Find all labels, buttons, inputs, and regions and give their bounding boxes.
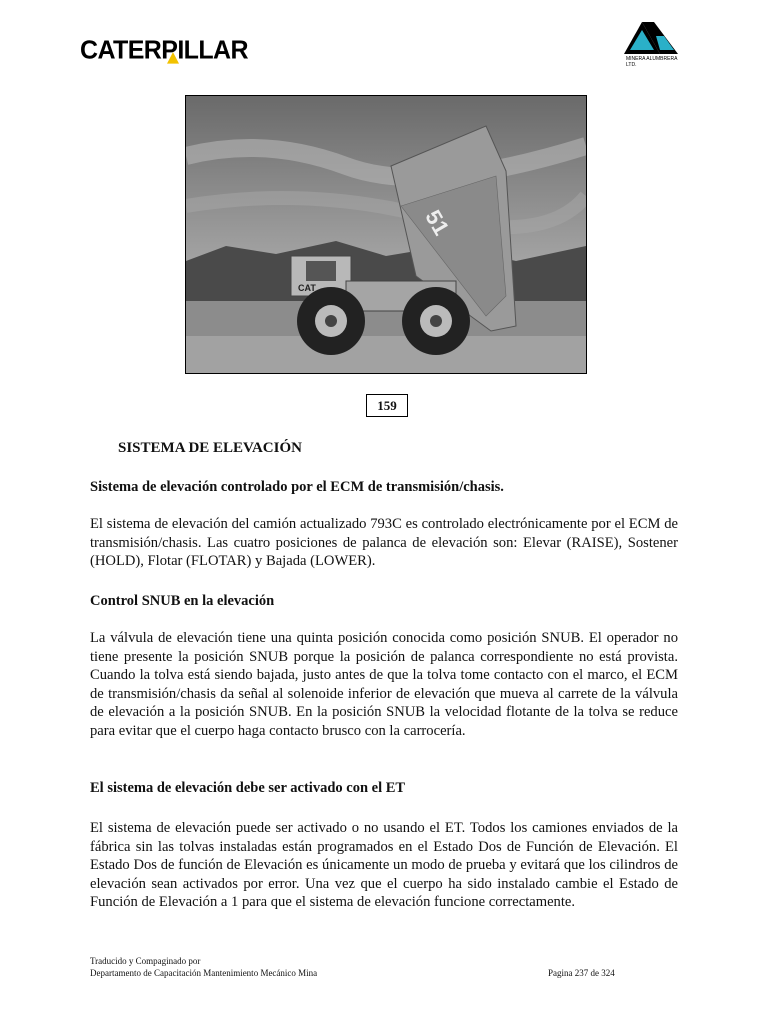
truck-number-label: 51 xyxy=(420,205,455,240)
footer-credit-line2: Departamento de Capacitación Mantenimiento Mecánico Mina xyxy=(90,968,318,978)
haul-truck-photo xyxy=(185,95,587,374)
paragraph-et: El sistema de elevación puede ser activado o no usando el ET. Todos los camiones enviados de la fábrica sin las tolvas instaladas están programados en el Estado Dos de Función de Elevación. El Estado Dos de función de Elevación es únicamente un modo de prueba y evitará que los cilindros de elevación sean activados por error. Una vez que el cuerpo ha sido instalado cambie el Estado de Función de Elevación a 1 para que el sistema de elevación funcione correctamente. xyxy=(90,820,678,911)
subtitle-snub: Control SNUB en la elevación xyxy=(90,593,275,609)
truck-brand-label: CAT xyxy=(298,283,316,293)
paragraph-snub: La válvula de elevación tiene una quinta posición conocida como posición SNUB. El operador no tiene presente la posición SNUB porque la posición de palanca correspondiente no está provista. Cuando la tolva está siendo bajada, justo antes de que la tolva tome contacto con el marco, el ECM de transmisión/chasis da señal al solenoide inferior de elevación que mueva al carrete de la válvula de elevación a la posición SNUB. En la posición SNUB la velocidad flotante de la tolva se reduce para evitar que el cuerpo haga contacto brusco con la carrocería. xyxy=(90,630,678,739)
subtitle-ecm: Sistema de elevación controlado por el ECM de transmisión/chasis. xyxy=(90,479,504,495)
section-title: SISTEMA DE ELEVACIÓN xyxy=(118,440,302,456)
caterpillar-triangle-icon xyxy=(167,52,179,64)
caterpillar-logo: CATERPILLAR xyxy=(80,35,248,65)
footer-credit-line1: Traducido y Compaginado por xyxy=(90,956,201,966)
subtitle-et: El sistema de elevación debe ser activado con el ET xyxy=(90,780,406,796)
page-number: Pagina 237 de 324 xyxy=(548,968,615,978)
figure-number: 159 xyxy=(366,394,408,417)
paragraph-ecm: El sistema de elevación del camión actualizado 793C es controlado electrónicamente por el ECM de transmisión/chasis. Las cuatro posiciones de palanca de elevación son: Elevar (RAISE), Sostener (HOLD), Flotar (FLOTAR) y Bajada (LOWER). xyxy=(90,516,678,570)
mountain-logo-icon xyxy=(620,18,682,58)
minera-alumbrera-logo: MINERA ALUMBRERA LTD. xyxy=(620,18,682,72)
